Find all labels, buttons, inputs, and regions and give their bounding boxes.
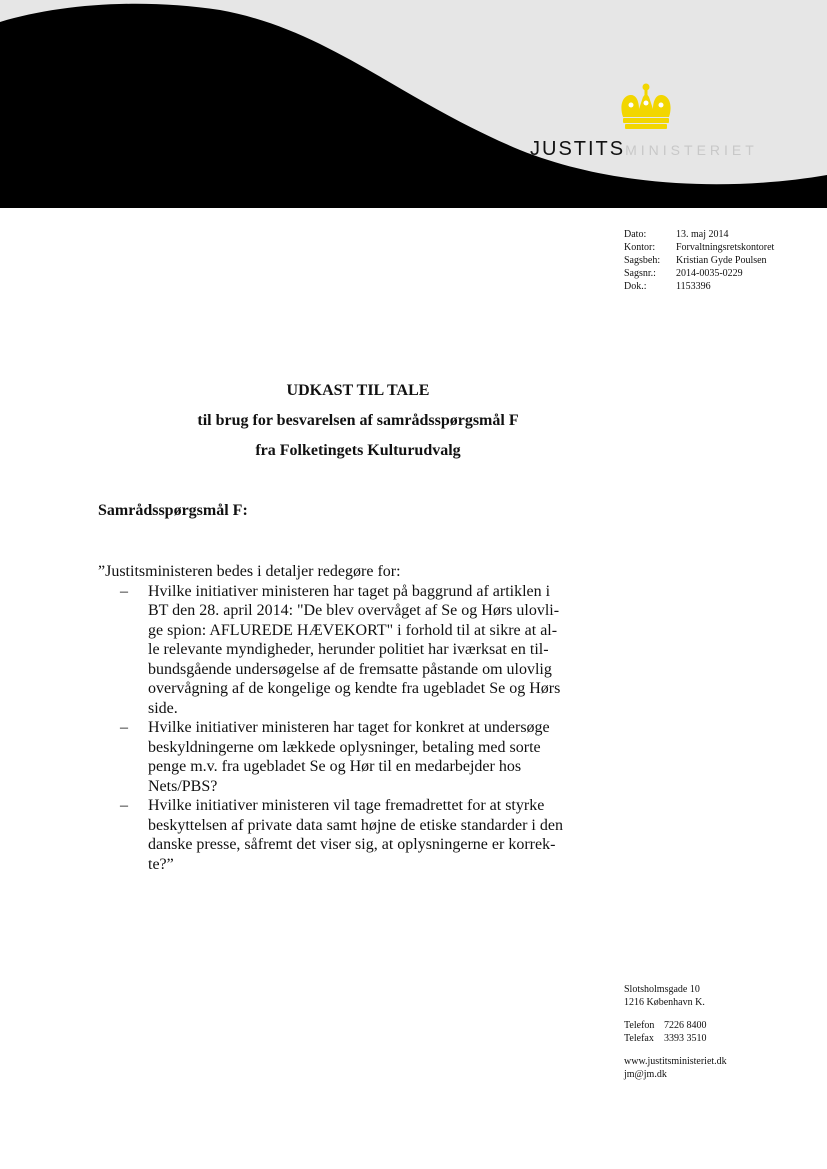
meta-value: Forvaltningsretskontoret [676,242,775,253]
meta-value: Kristian Gyde Poulsen [676,255,767,266]
crown-icon [617,83,675,131]
text-line: Hvilke initiativer ministeren vil tage fremadrettet for at styrke [148,797,545,814]
meta-row [624,228,774,241]
meta-label: Dok.: [624,281,647,292]
phone-block [624,1020,727,1045]
text-line: Nets/PBS? [148,777,218,795]
text-line: danske presse, såfremt det viser sig, at oplysningerne er korrek- [148,836,556,853]
document-subtitle: til brug for besvarelsen af samrådsspørgsmål F [197,412,519,429]
meta-row [624,267,774,280]
phone-label: Telefon [624,1020,655,1031]
text-line: Hvilke initiativer ministeren har taget for konkret at undersøge [148,719,550,736]
dash-bullet: – [120,582,128,600]
email-link[interactable]: jm@jm.dk [624,1068,667,1080]
text-line: bundsgående undersøgelse af de fremsatte påstande om ulovlig [148,660,552,678]
list-item [98,582,603,719]
meta-row [624,254,774,267]
document-subtitle: fra Folketingets Kulturudvalg [255,442,461,459]
dash-bullet: – [120,797,128,814]
website-link[interactable]: www.justitsministeriet.dk [624,1056,727,1067]
address-line: 1216 København K. [624,996,705,1008]
text-line: le relevante myndigheder, herunder politiet har iværksat en til- [148,641,549,658]
logo-light: MINISTERIET [625,142,758,158]
question-body [98,562,603,874]
text-line: penge m.v. fra ugebladet Se og Hør til en medarbejder hos [148,758,522,775]
text-line: Hvilke initiativer ministeren har taget på baggrund af artiklen i [148,582,551,600]
question-list [98,582,603,875]
address-block [624,984,727,1009]
text-line: te?” [148,855,174,873]
logo-strong: JUSTITS [530,138,626,160]
text-line: beskyttelsen af private data samt højne de etiske standarder i den [148,816,563,834]
letterhead [0,0,827,210]
text-line: ge spion: AFLUREDE HÆVEKORT" i forhold til at sikre at al- [148,621,558,639]
question-intro: ”Justitsministeren bedes i detaljer redegøre for: [98,563,401,580]
meta-value: 2014-0035-0229 [676,268,743,279]
text-line: beskyldningerne om lækkede oplysninger, betaling med sorte [148,738,541,756]
meta-value: 1153396 [676,281,711,292]
footer-contact [624,984,727,1092]
list-item [98,796,603,874]
meta-label: Sagsbeh: [624,255,661,266]
text-line: side. [148,699,178,717]
meta-row [624,241,774,254]
meta-row [624,280,774,293]
meta-label: Dato: [624,229,647,240]
meta-label: Sagsnr.: [624,268,656,279]
text-line: overvågning af de kongelige og kendte fra ugebladet Se og Hørs [148,680,561,697]
web-block [624,1056,727,1081]
document-title: UDKAST TIL TALE [286,382,430,399]
list-item [98,718,603,796]
document-meta [624,228,774,293]
meta-label: Kontor: [624,242,656,253]
dash-bullet: – [120,719,128,736]
logo-wordmark [530,138,758,161]
fax-label: Telefax [624,1032,654,1044]
phone-value: 7226 8400 [664,1020,707,1031]
address-line: Slotsholmsgade 10 [624,984,700,995]
letterhead-wave [0,0,827,210]
fax-value: 3393 3510 [664,1032,707,1044]
phone-row [624,1020,727,1033]
fax-row [624,1033,727,1046]
question-heading: Samrådsspørgsmål F: [98,502,248,519]
meta-value: 13. maj 2014 [676,229,729,240]
text-line: BT den 28. april 2014: "De blev overvåget af Se og Hørs ulovli- [148,602,560,619]
